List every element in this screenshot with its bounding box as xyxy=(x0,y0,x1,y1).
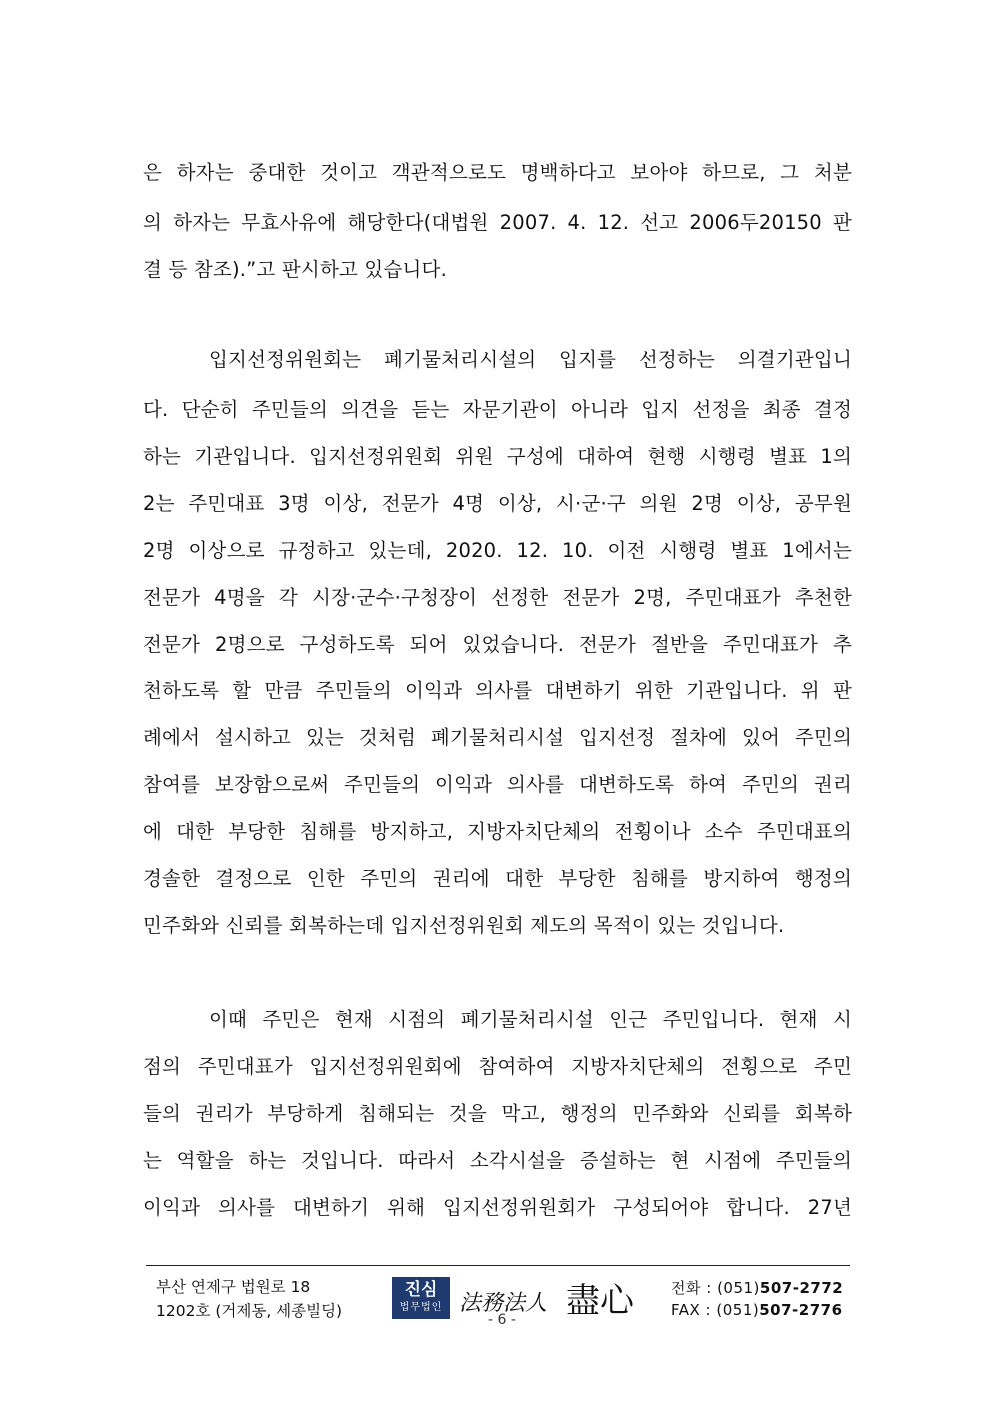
body-line: 경솔한 결정으로 인한 주민의 권리에 대한 부당한 침해를 방지하여 행정의 xyxy=(143,867,852,890)
firm-name-hanja: 法務法人 xyxy=(459,1291,548,1316)
body-line: 전문가 2명으로 구성하도록 되어 있었습니다. 전문가 절반을 주민대표가 추 xyxy=(143,633,852,656)
body-line: 2는 주민대표 3명 이상, 전문가 4명 이상, 시·군·구 의원 2명 이상, 공무원 xyxy=(143,492,852,515)
body-line: 천하도록 할 만큼 주민들의 이익과 의사를 대변하기 위한 기관입니다. 위 판 xyxy=(143,679,852,702)
footer-address-line2: 1202호 (거제동, 세종빌딩) xyxy=(156,1302,343,1320)
page-number: - 6 - xyxy=(488,1312,516,1328)
body-line: 은 하자는 중대한 것이고 객관적으로도 명백하다고 보아야 하므로, 그 처분 xyxy=(143,161,852,184)
footer-phone xyxy=(671,1278,843,1298)
body-line: 다. 단순히 주민들의 의견을 듣는 자문기관이 아니라 입지 선정을 최종 결정 xyxy=(143,398,852,421)
body-line: 결 등 참조).”고 판시하고 있습니다. xyxy=(143,258,447,281)
phone-label: 전화 : (051) xyxy=(671,1279,760,1297)
body-line: 이익과 의사를 대변하기 위해 입지선정위원회가 구성되어야 합니다. 27년 xyxy=(143,1196,852,1219)
body-line: 에 대한 부당한 침해를 방지하고, 지방자치단체의 전횡이나 소수 주민대표의 xyxy=(143,820,852,843)
body-line: 의 하자는 무효사유에 해당한다(대법원 2007. 4. 12. 선고 2006두20150 판 xyxy=(143,211,852,234)
body-line: 이때 주민은 현재 시점의 폐기물처리시설 인근 주민입니다. 현재 시 xyxy=(209,1008,852,1031)
body-line: 민주화와 신뢰를 회복하는데 입지선정위원회 제도의 목적이 있는 것입니다. xyxy=(143,914,785,937)
body-line: 례에서 설시하고 있는 것처럼 폐기물처리시설 입지선정 절차에 있어 주민의 xyxy=(143,726,852,749)
fax-number: 507-2776 xyxy=(759,1301,843,1319)
body-line: 는 역할을 하는 것입니다. 따라서 소각시설을 증설하는 현 시점에 주민들의 xyxy=(143,1149,852,1172)
body-line: 들의 권리가 부당하게 침해되는 것을 막고, 행정의 민주화와 신뢰를 회복하 xyxy=(143,1102,852,1125)
body-line: 참여를 보장함으로써 주민들의 이익과 의사를 대변하도록 하여 주민의 권리 xyxy=(143,773,852,796)
firm-logo xyxy=(392,1277,450,1319)
footer-address-line1: 부산 연제구 법원로 18 xyxy=(156,1278,311,1296)
body-line: 하는 기관입니다. 입지선정위원회 위원 구성에 대하여 현행 시행령 별표 1의 xyxy=(143,445,852,468)
body-line: 입지선정위원회는 폐기물처리시설의 입지를 선정하는 의결기관입니 xyxy=(209,348,852,371)
body-line: 점의 주민대표가 입지선정위원회에 참여하여 지방자치단체의 전횡으로 주민 xyxy=(143,1055,852,1078)
body-line: 전문가 4명을 각 시장·군수·구청장이 선정한 전문가 2명, 주민대표가 추천한 xyxy=(143,586,852,609)
fax-label: FAX : (051) xyxy=(671,1301,760,1319)
firm-name-hanja-main: 盡心 xyxy=(566,1281,634,1321)
footer-divider xyxy=(146,1265,850,1266)
logo-sub-text: 법무법인 xyxy=(399,1302,443,1313)
body-line: 2명 이상으로 규정하고 있는데, 2020. 12. 10. 이전 시행령 별표 1에서는 xyxy=(143,539,852,562)
logo-main-text: 진심 xyxy=(404,1280,438,1300)
phone-number: 507-2772 xyxy=(759,1279,844,1297)
footer-fax xyxy=(671,1300,843,1320)
